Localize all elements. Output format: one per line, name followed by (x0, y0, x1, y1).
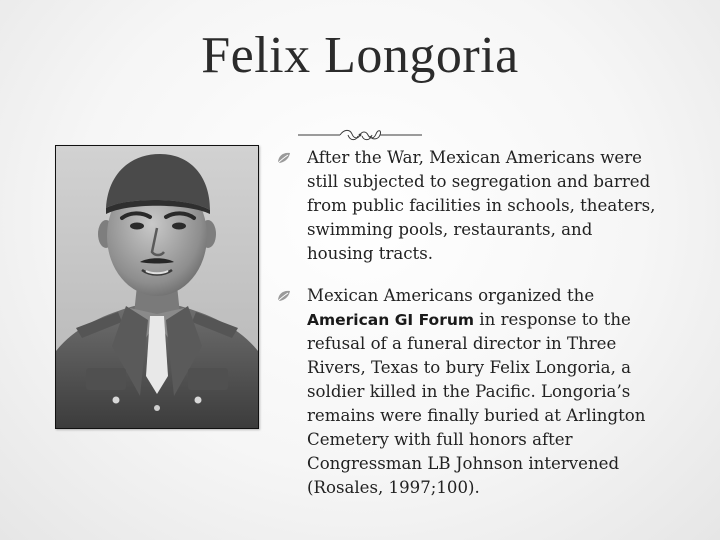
bullet-text-line: remains were finally buried at Arlington (307, 406, 646, 425)
bullet-list (276, 146, 696, 500)
bullet-text-line: Congressman LB Johnson intervened (307, 454, 620, 473)
slide-title: Felix Longoria (201, 27, 519, 84)
bullet-text-line: After the War, Mexican Americans were (307, 148, 642, 167)
american-gi-forum-name: American GI Forum (307, 311, 475, 329)
soldier-portrait-icon (56, 146, 258, 428)
scroll-ornament-icon (296, 126, 424, 144)
bullet-item-american-gi-forum (276, 284, 696, 500)
bullet-text-line: (Rosales, 1997;100). (307, 478, 480, 497)
leaf-bullet-icon (276, 151, 292, 165)
bullet-text-line: housing tracts. (307, 244, 434, 263)
bullet-text-line: from public facilities in schools, theaters, (307, 196, 656, 215)
bullet-text-line: soldier killed in the Pacific. Longoria’s (307, 382, 631, 401)
bullet-text-line: Cemetery with full honors after (307, 430, 573, 449)
bullet-text-line: Rivers, Texas to bury Felix Longoria, a (307, 358, 632, 377)
bullet-text-fragment: in response to the (474, 310, 631, 329)
bullet-text-line: swimming pools, restaurants, and (307, 220, 593, 239)
bullet-text-line: refusal of a funeral director in Three (307, 334, 617, 353)
bullet-text-line: still subjected to segregation and barred (307, 172, 651, 191)
leaf-bullet-icon (276, 289, 292, 303)
bullet-item-postwar-segregation (276, 146, 696, 266)
bullet-text-line (307, 308, 696, 332)
bullet-text-line: Mexican Americans organized the (307, 286, 595, 305)
soldier-portrait-photo (55, 145, 259, 429)
